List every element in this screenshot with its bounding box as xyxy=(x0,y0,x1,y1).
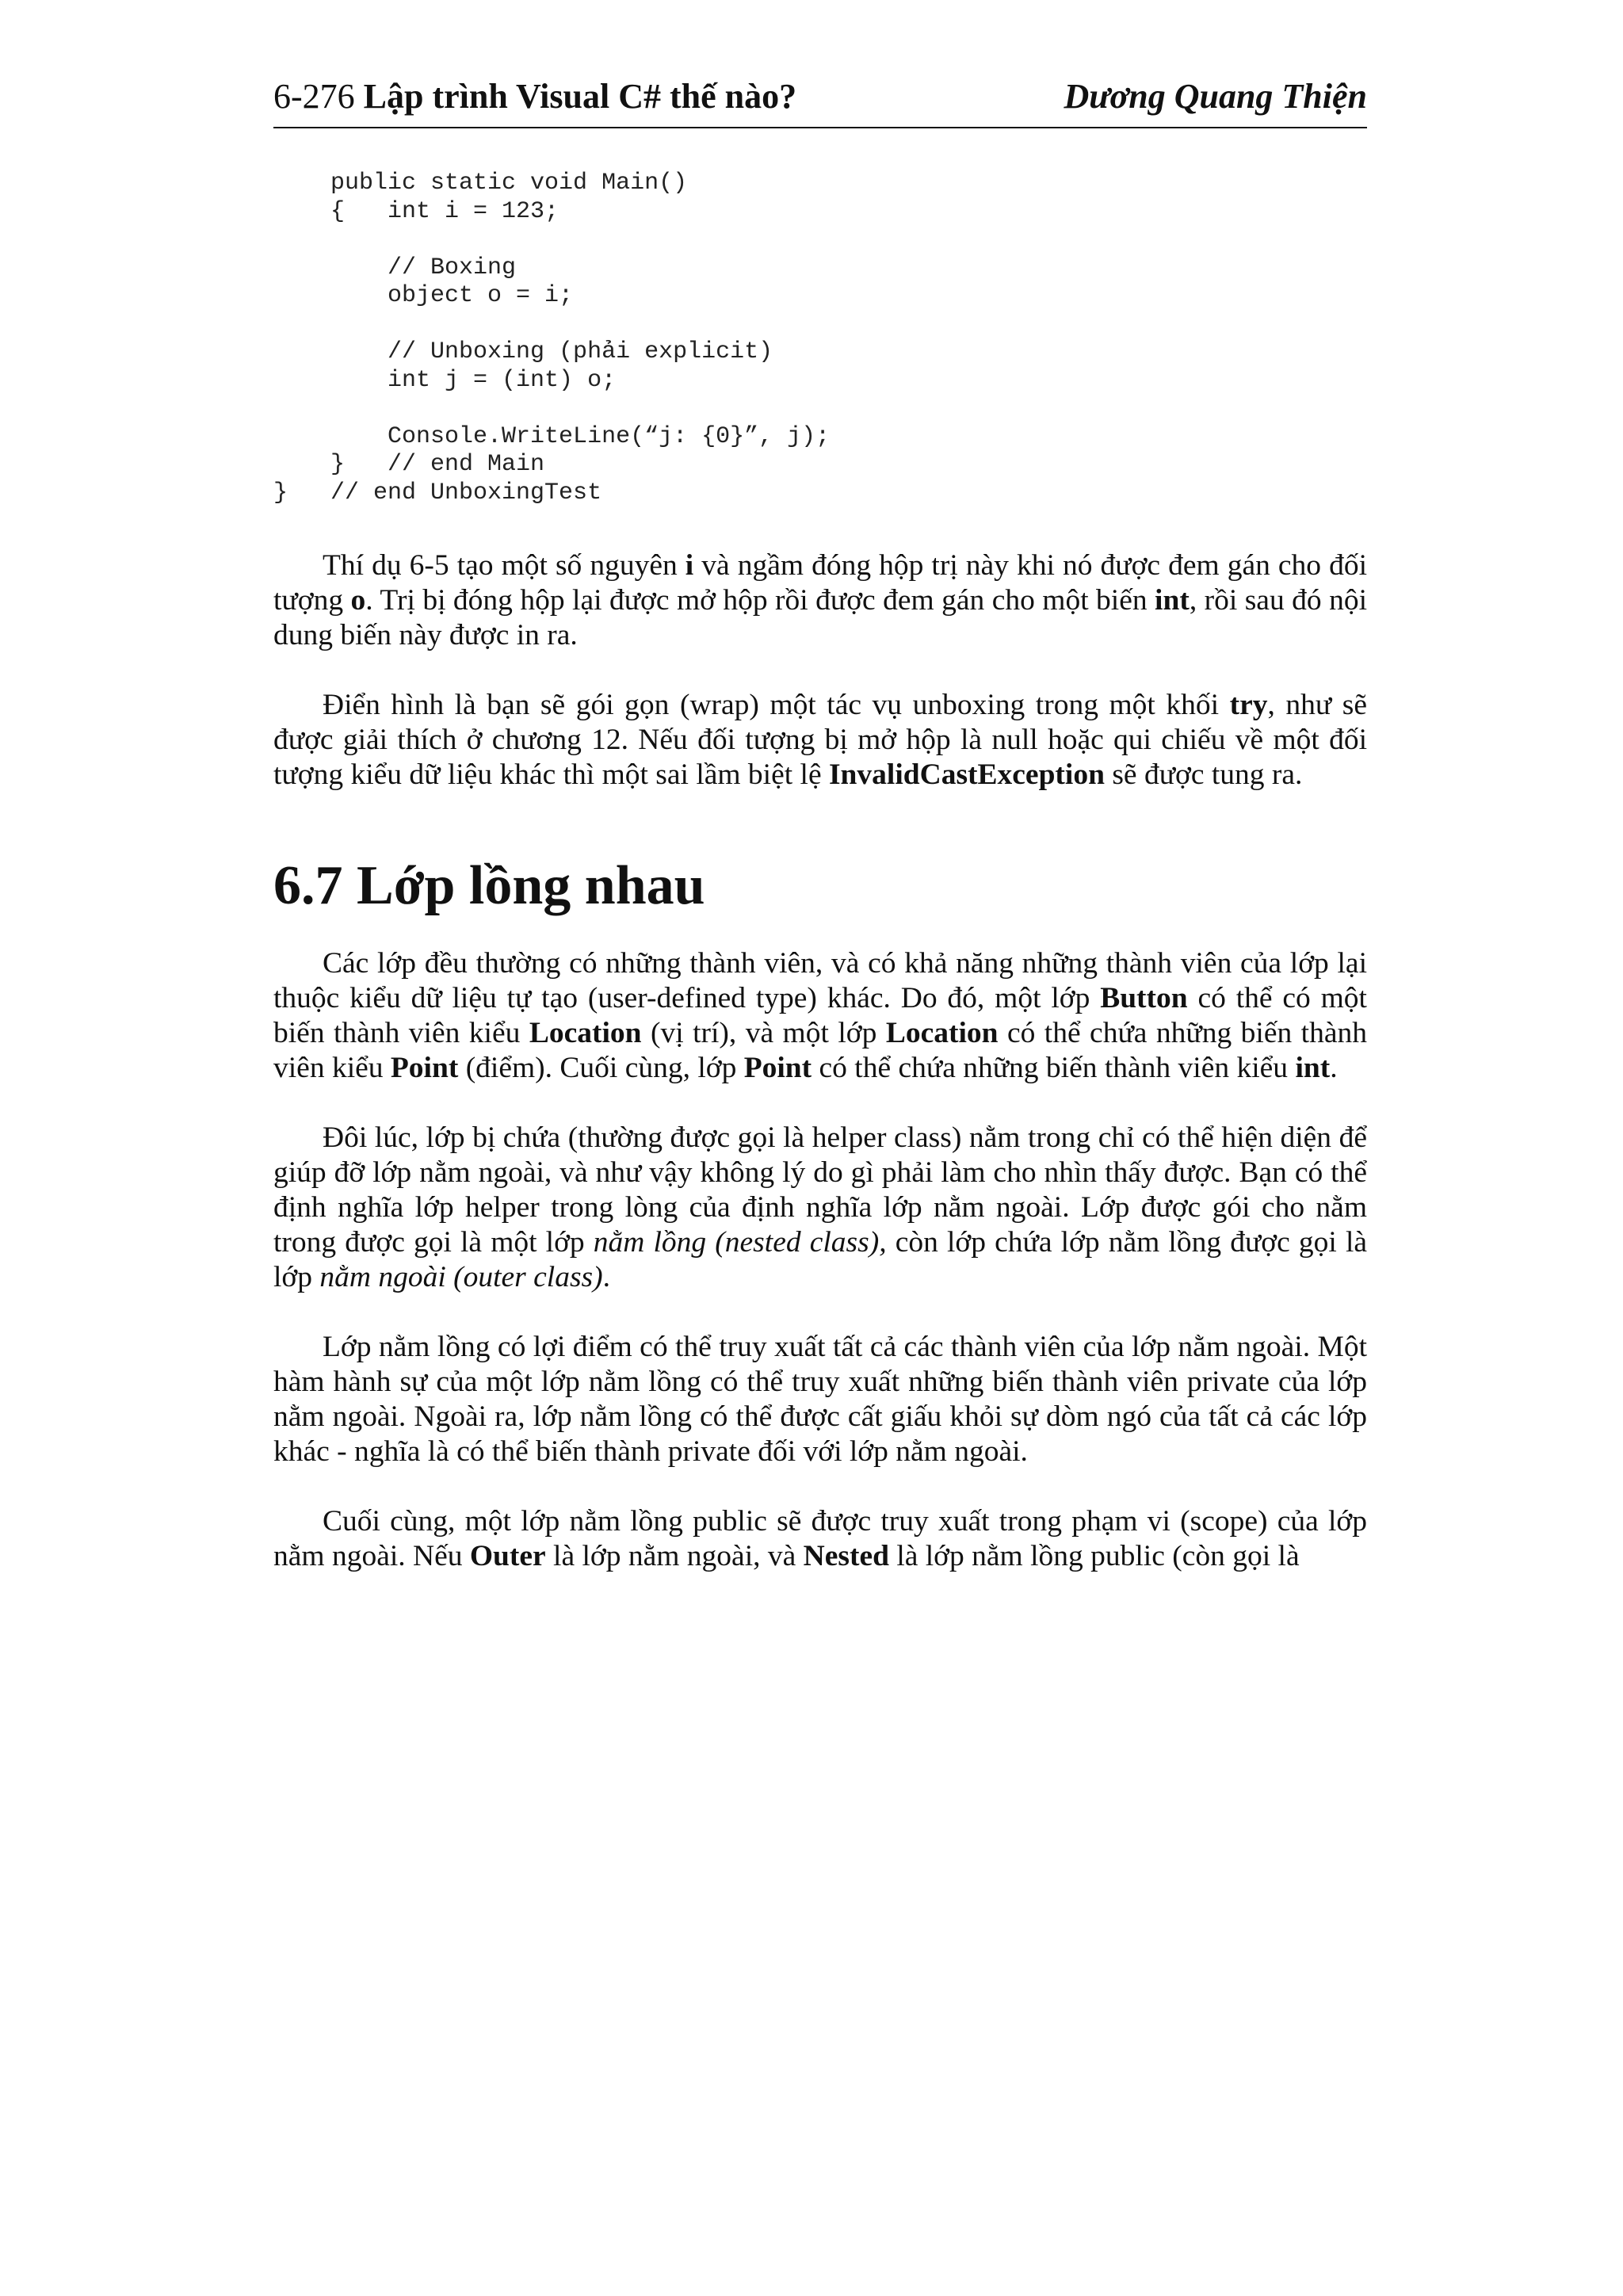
paragraph-public-nested: Cuối cùng, một lớp nằm lồng public sẽ được truy xuất trong phạm vi (scope) của lớp nằm ngoài. Nếu Outer là lớp nằm ngoài, và Nested là lớp nằm lồng public (còn gọi là xyxy=(273,1505,1367,1572)
code-line: { int i = 123; xyxy=(273,197,559,225)
book-title: Lập trình Visual C# thế nào? xyxy=(363,77,797,116)
author-name: Dương Quang Thiện xyxy=(1064,77,1367,116)
code-line: object o = i; xyxy=(273,282,574,309)
document-page xyxy=(273,73,1367,1574)
code-line: } // end Main xyxy=(273,451,545,478)
paragraph-example-description: Thí dụ 6-5 tạo một số nguyên i và ngầm đóng hộp trị này khi nó được đem gán cho đối tượng o. Trị bị đóng hộp lại được mở hộp rồi được đem gán cho một biến int, rồi sau đó nội dung biến này được in ra. xyxy=(273,549,1368,651)
header-left xyxy=(273,73,796,120)
code-block xyxy=(273,170,1367,507)
page-number: 6-276 xyxy=(273,77,355,116)
code-line xyxy=(273,311,1367,339)
code-line xyxy=(273,395,1367,423)
code-line xyxy=(273,226,1367,254)
code-line: // Unboxing (phải explicit) xyxy=(273,338,773,365)
code-line: int j = (int) o; xyxy=(273,366,617,394)
paragraph-unboxing-try: Điển hình là bạn sẽ gói gọn (wrap) một tác vụ unboxing trong một khối try, như sẽ được giải thích ở chương 12. Nếu đối tượng bị mở hộp là null hoặc qui chiếu về một đối tượng kiểu dữ liệu khác thì một sai lầm biệt lệ InvalidCastException sẽ được tung ra. xyxy=(273,689,1368,791)
page-header xyxy=(273,73,1367,128)
code-line: public static void Main() xyxy=(273,170,688,197)
section-heading: 6.7 Lớp lồng nhau xyxy=(273,855,705,916)
paragraph-nested-advantage: Lớp nằm lồng có lợi điểm có thể truy xuất tất cả các thành viên của lớp nằm ngoài. Một hàm hành sự của một lớp nằm lồng có thể truy xuất những biến thành viên private của lớp nằm ngoài. Ngoài ra, lớp nằm lồng có thể được cất giấu khỏi sự dòm ngó của tất cả các lớp khác - nghĩa là có thể biến thành private đối với lớp nằm ngoài. xyxy=(273,1331,1367,1468)
code-line: Console.WriteLine(“j: {0}”, j); xyxy=(273,422,831,450)
paragraph-helper-class: Đôi lúc, lớp bị chứa (thường được gọi là helper class) nằm trong chỉ có thể hiện diện để giúp đỡ lớp nằm ngoài, và như vậy không lý do gì phải làm cho nhìn thấy được. Bạn có thể định nghĩa lớp helper trong lòng của định nghĩa lớp nằm ngoài. Lớp được gói cho nằm trong được gọi là một lớp nằm lồng (nested class), còn lớp chứa lớp nằm lồng được gọi là lớp nằm ngoài (outer class). xyxy=(273,1121,1368,1293)
paragraph-class-members: Các lớp đều thường có những thành viên, và có khả năng những thành viên của lớp lại thuộc kiểu dữ liệu tự tạo (user-defined type) khác. Do đó, một lớp Button có thể có một biến thành viên kiểu Location (vị trí), và một lớp Location có thể chứa những biến thành viên kiểu Point (điểm). Cuối cùng, lớp Point có thể chứa những biến thành viên kiểu int. xyxy=(273,947,1367,1084)
code-line: // Boxing xyxy=(273,254,517,281)
code-line: } // end UnboxingTest xyxy=(273,479,602,506)
